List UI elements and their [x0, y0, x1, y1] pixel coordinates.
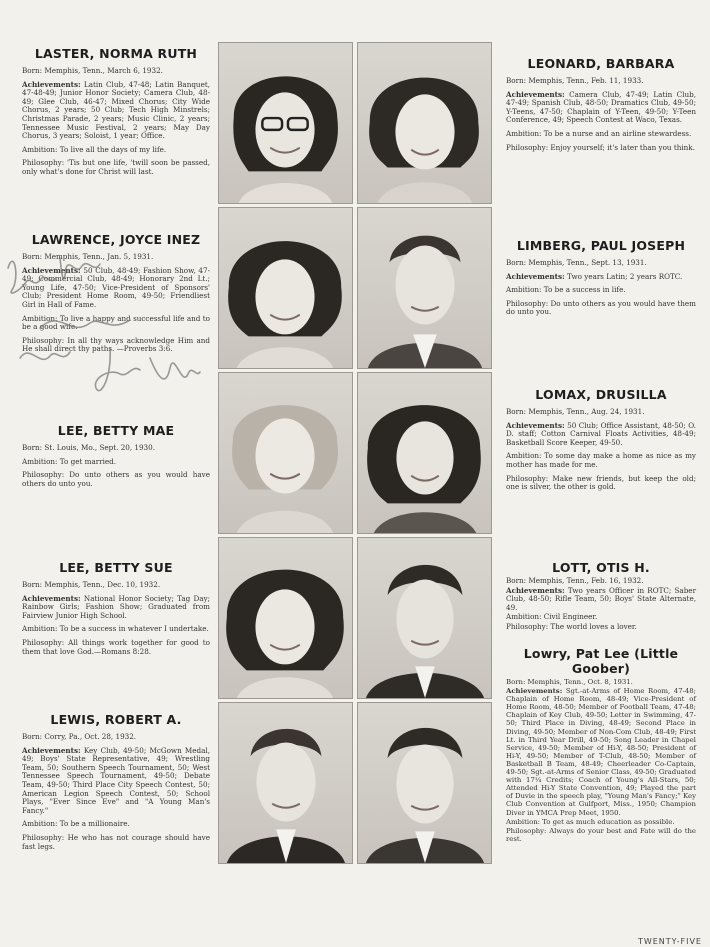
student-name: LEONARD, BARBARA	[527, 56, 675, 71]
portrait-photo	[218, 42, 353, 204]
entry-lott	[506, 560, 696, 633]
born-text: Born: Memphis, Tenn., Aug. 24, 1931.	[506, 407, 645, 416]
portrait-photo	[357, 702, 492, 864]
entry-lowry	[506, 646, 696, 843]
portrait-photo	[218, 537, 353, 699]
page-number: TWENTY-FIVE	[637, 937, 702, 946]
entry-limberg	[506, 238, 696, 322]
ambition-text: Ambition: To be a millionaire.	[22, 819, 130, 829]
achievements-text: Achievements: Latin Club, 47-48; Latin Banquet, 47-48-49; Junior Honor Society; Camera Club, 48-49; Glee Club, 46-47; Mixed Chorus; City Wide Chorus, 2 years; 50 Club; Tech High Minstrels; Christmas Parade, 2 years; Music Clinic, 2 years; Tennessee Music Festival, 2 years; May Day Chorus, 3 years; Soloist, 1 year; Office.	[22, 79, 210, 141]
student-name: LEE, BETTY MAE	[57, 423, 175, 438]
portrait-photo	[357, 207, 492, 369]
student-name: LOMAX, DRUSILLA	[535, 387, 667, 402]
portrait-photo	[218, 207, 353, 369]
student-name: LAWRENCE, JOYCE INEZ	[31, 232, 201, 247]
philosophy-text: Philosophy: All things work together for good to them that love God.—Romans 8:28.	[22, 637, 210, 656]
born-text: Born: Memphis, Tenn., Feb. 16, 1932.	[506, 576, 644, 585]
ambition-text: Ambition: To live all the days of my life.	[22, 144, 167, 154]
student-name: LEE, BETTY SUE	[59, 560, 173, 575]
entry-lawrence	[22, 232, 210, 359]
born-text: Born: St. Louis, Mo., Sept. 20, 1930.	[22, 443, 155, 452]
entry-laster	[22, 46, 210, 182]
philosophy-text: Philosophy: 'Tis but one life, 'twill soon be passed, only what's done for Christ will last.	[22, 158, 210, 176]
born-text: Born: Memphis, Tenn., Feb. 11, 1933.	[506, 76, 644, 85]
entry-lee-betty-mae	[22, 423, 210, 493]
born-text: Born: Memphis, Tenn., Dec. 10, 1932.	[22, 580, 161, 589]
born-text: Born: Corry, Pa., Oct. 28, 1932.	[22, 732, 137, 741]
ambition-text: Ambition: To get as much education as possible.	[506, 817, 675, 826]
entry-lewis	[22, 712, 210, 856]
ambition-text: Ambition: To get married.	[22, 456, 117, 466]
philosophy-text: Philosophy: In all thy ways acknowledge Him and He shall direct thy paths. —Proverbs 3:6.	[22, 335, 210, 354]
portrait-photo	[357, 372, 492, 534]
philosophy-text: Philosophy: He who has not courage should have fast legs.	[22, 832, 210, 851]
achievements-text: Achievements: Key Club, 49-50; McGown Medal, 49; Boys' State Representative, 49; Wrestling Team, 50; Southern Speech Tournament, 50; West Tennessee Speech Tournament, 49-50; Debate Team, 49-50; Third Place City Speech Contest, 50; American Legion Speech Contest, 50; School Plays, "Ever Since Eve" and "A Young Man's Fancy."	[22, 745, 210, 815]
achievements-text: Achievements: Two years Latin; 2 years ROTC.	[506, 271, 683, 281]
student-name: LOTT, OTIS H.	[552, 560, 650, 575]
portrait-photo	[357, 537, 492, 699]
entry-lee-betty-sue	[22, 560, 210, 661]
born-text: Born: Memphis, Tenn., March 6, 1932.	[22, 66, 163, 75]
entry-leonard	[506, 56, 696, 157]
born-text: Born: Memphis, Tenn., Oct. 8, 1931.	[506, 678, 633, 686]
achievements-text: Achievements: Two years Officer in ROTC; Saber Club, 48-50; Rifle Team, 50; Boys' State Alternate, 49.	[506, 585, 697, 612]
achievements-text: Achievements: 50 Club; Office Assistant, 48-50; O. D. staff; Cotton Carnival Floats Activities, 48-49; Basketball Score Keeper, 49-50.	[506, 420, 696, 447]
student-name: LEWIS, ROBERT A.	[50, 712, 182, 727]
ambition-text: Ambition: To some day make a home as nice as my mother has made for me.	[506, 451, 696, 469]
achievements-text: Achievements: Sgt.-at-Arms of Home Room, 47-48; Chaplain of Home Room, 48-49; Vice-President of Home Room, 48-50; Member of Football Team, 47-48; Chaplain of Key Club, 49-50; Letter in Swimming, 47-50; Third Place in Diving, 48-49; Second Place in Diving, 49-50; Member of Non-Com Club, 48-49; First Lt. in Third Year Drill, 49-50; Song Leader in Chapel Service, 49-50; Member of Hi-Y, 48-50; President of Hi-Y, 49-50; Member of T-Club, 48-50; Member of Basketball B Team, 48-49; Cheerleader Co-Captain, 49-50; Sgt.-at-Arms of Senior Class, 49-50; Graduated with 17¼ Credits; Coach of Young's All-Stars, 50; Attended Hi-Y State Convention, 49; Played the part of Duvie in the speech play, "Young Man's Fancy;" Key Club Convention at Gulfport, Miss., 1950; Champion Diver in YMCA Prep Meet, 1950.	[506, 687, 696, 817]
ambition-text: Ambition: To be a nurse and an airline stewardess.	[506, 128, 692, 138]
achievements-text: Achievements: 50 Club, 48-49; Fashion Show, 47-49; Commercial Club, 48-49; Honorary 2nd Lt.; Young Life, 47-50; Vice-President of Sponsors' Club; President Home Room, 49-50; Friendliest Girl in Hall of Fame.	[22, 265, 210, 309]
philosophy-text: Philosophy: Do unto others as you would have them do unto you.	[506, 298, 696, 317]
philosophy-text: Philosophy: Make new friends, but keep the old; one is silver, the other is gold.	[506, 473, 696, 492]
portrait-photo	[218, 702, 353, 864]
ambition-text: Ambition: To live a happy and successful life and to be a good wife.	[22, 313, 210, 332]
philosophy-text: Philosophy: Always do your best and Fate will do the rest.	[506, 826, 696, 843]
philosophy-text: Philosophy: Do unto others as you would have others do unto you.	[22, 470, 210, 488]
ambition-text: Ambition: To be a success in whatever I undertake.	[22, 624, 209, 634]
student-name: Lowry, Pat Lee (Little Goober)	[523, 646, 679, 676]
born-text: Born: Memphis, Tenn., Jan. 5, 1931.	[22, 252, 154, 261]
achievements-text: Achievements: Camera Club, 47-49; Latin Club, 47-49; Spanish Club, 48-50; Dramatics Club, 49-50; Y-Teens, 47-50; Chaplain of Y-Teen, 49-50; Y-Teen Conference, 49; Speech Contest at Waco, Texas.	[506, 89, 696, 125]
student-name: LIMBERG, PAUL JOSEPH	[516, 238, 686, 253]
philosophy-text: Philosophy: Enjoy yourself; it's later than you think.	[506, 142, 695, 152]
entry-lomax	[506, 387, 696, 497]
student-name: LASTER, NORMA RUTH	[34, 46, 198, 61]
ambition-text: Ambition: Civil Engineer.	[506, 612, 598, 622]
achievements-text: Achievements: National Honor Society; Tag Day; Rainbow Girls; Fashion Show; Graduated from Fairview Junior High School.	[22, 593, 210, 620]
ambition-text: Ambition: To be a success in life.	[506, 285, 626, 295]
philosophy-text: Philosophy: The world loves a lover.	[506, 621, 637, 631]
born-text: Born: Memphis, Tenn., Sept. 13, 1931.	[506, 258, 647, 267]
portrait-photo	[218, 372, 353, 534]
portrait-photo	[357, 42, 492, 204]
